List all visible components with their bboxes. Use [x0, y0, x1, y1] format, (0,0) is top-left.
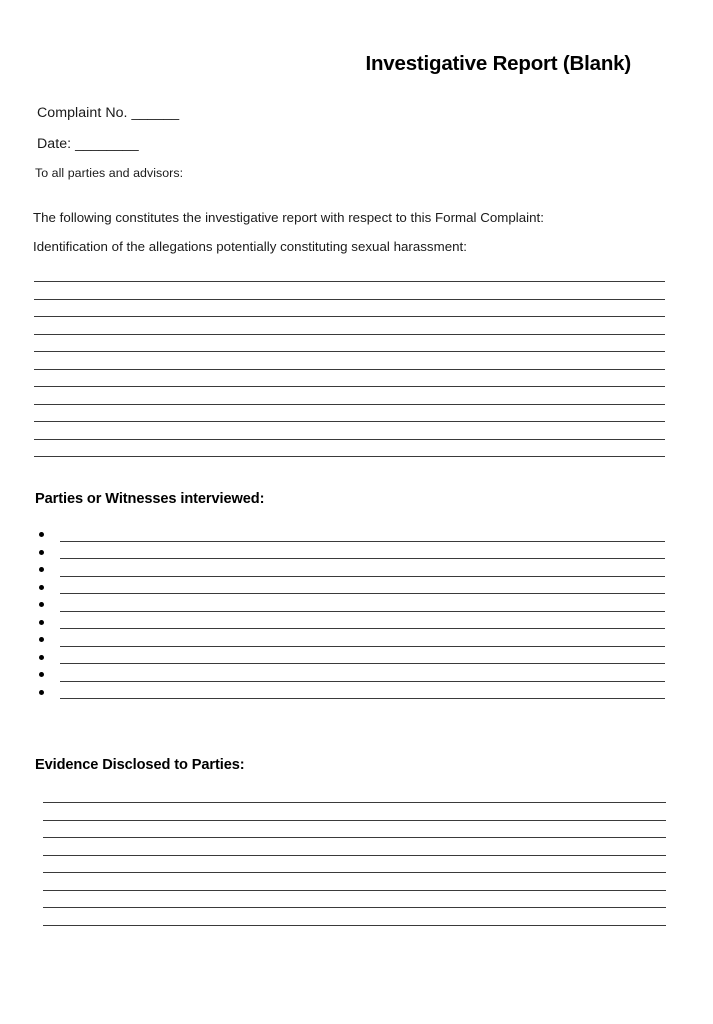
rule-line — [34, 421, 665, 422]
bullet-dot-icon — [39, 690, 44, 695]
rule-line — [60, 663, 665, 664]
rule-line — [34, 386, 665, 387]
page-title: Investigative Report (Blank) — [365, 52, 631, 75]
list-item[interactable] — [34, 581, 665, 599]
list-item[interactable] — [34, 633, 665, 651]
rule-line — [60, 611, 665, 612]
rule-line — [60, 541, 665, 542]
intro-paragraph: The following constitutes the investigative report with respect to this Formal Complaint: — [33, 210, 544, 225]
list-item[interactable] — [34, 616, 665, 634]
rule-line — [60, 698, 665, 699]
bullet-dot-icon — [39, 567, 44, 572]
rule-line — [60, 628, 665, 629]
rule-line — [43, 837, 666, 838]
rule-line — [43, 890, 666, 891]
rule-line — [34, 281, 665, 282]
evidence-section-heading: Evidence Disclosed to Parties: — [35, 757, 245, 773]
rule-line — [34, 334, 665, 335]
rule-line — [34, 404, 665, 405]
bullet-dot-icon — [39, 620, 44, 625]
list-item[interactable] — [34, 651, 665, 669]
complaint-number-field[interactable]: Complaint No. ______ — [37, 105, 180, 121]
rule-line — [60, 593, 665, 594]
rule-line — [43, 802, 666, 803]
rule-line — [34, 369, 665, 370]
identification-paragraph: Identification of the allegations potentially constituting sexual harassment: — [33, 239, 467, 254]
rule-line — [34, 439, 665, 440]
list-item[interactable] — [34, 686, 665, 704]
bullet-dot-icon — [39, 585, 44, 590]
rule-line — [34, 351, 665, 352]
bullet-dot-icon — [39, 637, 44, 642]
evidence-writing-area[interactable] — [43, 795, 666, 935]
rule-line — [43, 820, 666, 821]
bullet-dot-icon — [39, 655, 44, 660]
bullet-dot-icon — [39, 532, 44, 537]
bullet-dot-icon — [39, 672, 44, 677]
date-field[interactable]: Date: ________ — [37, 136, 139, 152]
list-item[interactable] — [34, 598, 665, 616]
bullet-dot-icon — [39, 602, 44, 607]
rule-line — [60, 646, 665, 647]
list-item[interactable] — [34, 668, 665, 686]
list-item[interactable] — [34, 528, 665, 546]
rule-line — [43, 855, 666, 856]
witness-bullet-list[interactable] — [34, 528, 665, 723]
salutation-text: To all parties and advisors: — [35, 166, 184, 180]
allegations-writing-area[interactable] — [34, 274, 665, 464]
list-item[interactable] — [34, 546, 665, 564]
bullet-dot-icon — [39, 550, 44, 555]
rule-line — [60, 681, 665, 682]
rule-line — [43, 872, 666, 873]
list-item[interactable] — [34, 563, 665, 581]
rule-line — [34, 316, 665, 317]
rule-line — [43, 907, 666, 908]
rule-line — [34, 456, 665, 457]
rule-line — [60, 558, 665, 559]
rule-line — [34, 299, 665, 300]
rule-line — [43, 925, 666, 926]
witnesses-section-heading: Parties or Witnesses interviewed: — [35, 491, 265, 507]
rule-line — [60, 576, 665, 577]
